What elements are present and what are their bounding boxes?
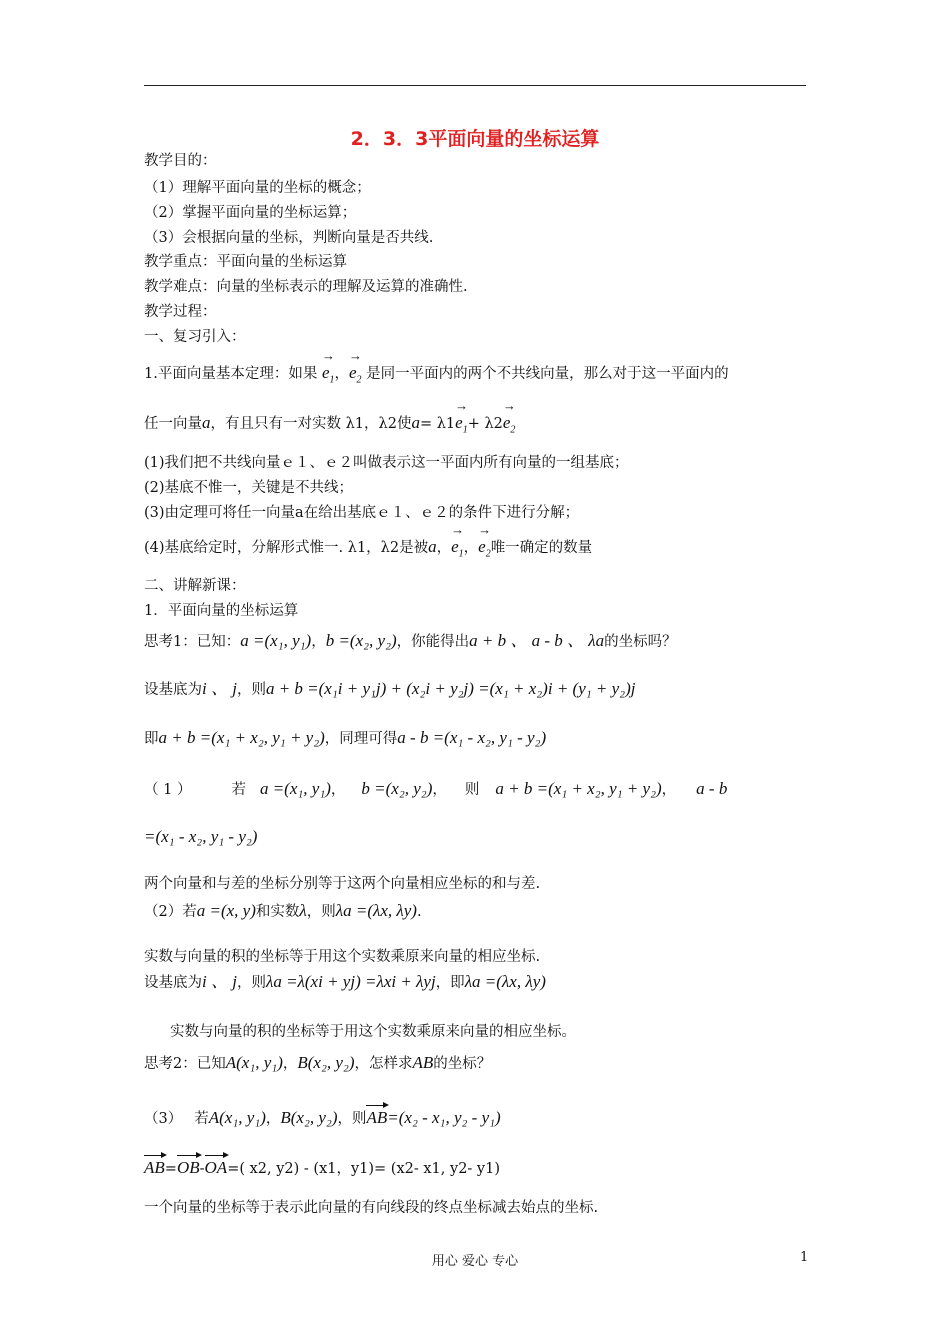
- diff-formula: a - b =(x₁ - x₂, y₁ - y₂): [397, 728, 547, 747]
- theorem-text-3: 任一向量: [144, 416, 202, 432]
- rule-2-result: λa =(λx, λy): [335, 901, 417, 920]
- basis-line-1-prefix: 设基底为: [144, 682, 202, 698]
- ab-subtraction-line: [144, 1155, 500, 1180]
- theorem-text-4: ，有且只有一对实数 λ1，λ2使: [210, 416, 412, 432]
- vector-e1: → $e_1$: [451, 536, 464, 565]
- objective-item-3: （3）会根据向量的坐标，判断向量是否共线.: [144, 230, 434, 246]
- rule-2-text-repeat: 实数与向量的积的坐标等于用这个实数乘原来向量的相应坐标。: [170, 1024, 576, 1040]
- point-b: B(x₂, y₂): [297, 1053, 355, 1072]
- sum-expansion: a + b =(x₁i + y₁j) + (x₂i + y₂j) =(x₁ + x₂)i + (y₁ + y₂)j: [265, 679, 636, 698]
- rule-2-line: [144, 900, 422, 923]
- think-1-end: 的坐标吗？: [604, 634, 677, 650]
- note-4-text-b: 唯一确定的数量: [490, 540, 593, 556]
- rule-1-text: 两个向量和与差的坐标分别等于这两个向量相应坐标的和与差.: [144, 876, 541, 892]
- sum-line: [144, 727, 546, 750]
- rule-1-a-eq: a =(x₁, y₁): [259, 779, 331, 798]
- vector-a: a: [428, 537, 437, 556]
- rule-3-label: （3）: [144, 1111, 183, 1127]
- vector-ab: AB: [366, 1105, 387, 1129]
- rule-3-line: （3） 若A(x₁, y₁)，B(x₂, y₂)，则AB=(x₂ - x₁, y₂ - y₁): [144, 1105, 501, 1130]
- basis-ij: i 、 j: [202, 679, 237, 698]
- objective-item-1: （1）理解平面向量的坐标的概念；: [144, 180, 371, 196]
- basis-line-2-prefix: 设基底为: [144, 975, 202, 991]
- rule-2-end: .: [416, 904, 422, 920]
- rule-1-diff-start: a - b: [696, 779, 728, 798]
- new-lesson-heading: 二、讲解新课：: [144, 578, 246, 594]
- ab-subtraction-rest: =( x2, y2) - (x1，y1)= (x2- x1, y2- y1): [227, 1161, 500, 1177]
- theorem-text-2: 是同一平面内的两个不共线向量，那么对于这一平面内的: [366, 366, 729, 382]
- scalar-expansion: λa =λ(xi + yj) =λxi + λyj: [265, 972, 436, 991]
- point-b: B(x₂, y₂): [280, 1108, 338, 1127]
- think-2-end: 的坐标？: [433, 1056, 492, 1072]
- think-1-mid: ，你能得出: [396, 634, 470, 650]
- point-a: A(x₁, y₁): [208, 1108, 266, 1127]
- vector-a: a: [202, 413, 211, 432]
- objectives-heading: 教学目的：: [144, 153, 217, 169]
- note-4: (4)基底给定时，分解形式惟一. λ1，λ2是被a，→ $e_1$，→ $e_2$唯一确定的数量: [144, 536, 592, 565]
- basis-ij: i 、 j: [202, 972, 237, 991]
- note-2: (2)基底不惟一，关键是不共线；: [144, 480, 354, 496]
- page-number: 1: [800, 1250, 809, 1265]
- vector-e1: → $e_1$: [322, 362, 335, 391]
- point-a: A(x₁, y₁): [225, 1053, 283, 1072]
- think-1-b-eq: b =(x₂, y₂): [325, 631, 397, 650]
- think-2-label: 思考2：已知: [144, 1056, 226, 1072]
- rule-1-if: 若: [231, 782, 246, 798]
- page-title: 2．3．3平面向量的坐标运算: [350, 128, 600, 150]
- rule-1-then: 则: [464, 782, 480, 798]
- segment-ab: AB: [412, 1053, 434, 1072]
- vector-ob: OB: [177, 1155, 200, 1179]
- vector-e2: → $e_2$: [503, 412, 516, 441]
- think-1-a-eq: a =(x₁, y₁): [240, 631, 312, 650]
- vector-e2: → $e_2$: [478, 536, 491, 565]
- rule-2-prefix: （2）若: [144, 904, 197, 920]
- vector-ab: AB: [144, 1155, 165, 1179]
- review-heading: 一、复习引入：: [144, 329, 246, 345]
- key-point: 教学重点：平面向量的坐标运算: [144, 254, 347, 270]
- vector-a: a: [411, 413, 420, 432]
- basis-line-1: [144, 678, 635, 701]
- sum-formula: a + b =(x₁ + x₂, y₁ + y₂): [158, 728, 325, 747]
- note-4-text-a: (4)基底给定时，分解形式惟一. λ1，λ2是被: [144, 540, 429, 556]
- rule-1-sum: a + b =(x₁ + x₂, y₁ + y₂): [495, 779, 662, 798]
- objective-item-2: （2）掌握平面向量的坐标运算；: [144, 205, 357, 221]
- theorem-text-6: + λ2: [467, 416, 503, 432]
- vector-oa: OA: [205, 1155, 228, 1179]
- basis-line-2-then: ，则: [236, 975, 266, 991]
- equals-sign: =: [164, 1161, 177, 1177]
- rule-1-label: （ 1 ）: [144, 782, 192, 798]
- note-3: (3)由定理可将任一向量a在给出基底ｅ１、ｅ２的条件下进行分解；: [144, 505, 580, 521]
- sum-line-mid: ，同理可得: [324, 731, 398, 747]
- section-1-heading: 1．平面向量的坐标运算: [144, 603, 299, 619]
- note-1: (1)我们把不共线向量ｅ１、ｅ２叫做表示这一平面内所有向量的一组基底；: [144, 455, 629, 471]
- vector-e2: → $e_2$: [349, 362, 362, 391]
- think-1-ops: a + b 、 a - b 、 λa: [469, 631, 605, 650]
- rule-3-text: 一个向量的坐标等于表示此向量的有向线段的终点坐标减去始点的坐标.: [144, 1200, 599, 1216]
- theorem-line-2: [144, 412, 515, 441]
- rule-2-lambda: λ: [299, 901, 307, 920]
- theorem-line-1: 1.平面向量基本定理：如果 → $e_1$，→ $e_2$ 是同一平面内的两个不共线向量，那么对于这一平面内的: [144, 362, 729, 391]
- minus-sign: -: [199, 1161, 205, 1177]
- theorem-text-5: = λ1: [419, 416, 456, 432]
- scalar-result: λa =(λx, λy): [464, 972, 546, 991]
- rule-3-result: =(x₂ - x₁, y₂ - y₁): [387, 1108, 501, 1127]
- basis-line-2-mid: ，即: [435, 975, 465, 991]
- difficulty: 教学难点：向量的坐标表示的理解及运算的准确性.: [144, 279, 468, 295]
- sum-line-prefix: 即: [144, 731, 159, 747]
- header-rule: [144, 85, 806, 86]
- think-2: 思考2：已知A(x₁, y₁)，B(x₂, y₂)，怎样求AB的坐标？: [144, 1053, 492, 1072]
- basis-line-2: [144, 971, 546, 994]
- basis-line-1-then: ，则: [236, 682, 266, 698]
- rule-2-mid: 和实数: [255, 904, 300, 920]
- think-1-label: 思考1：已知：: [144, 634, 241, 650]
- rule-3-if: 若: [194, 1111, 209, 1127]
- rule-3-then: ，则: [337, 1111, 367, 1127]
- rule-1-diff: =(x₁ - x₂, y₁ - y₂): [144, 827, 258, 846]
- theorem-text-1: 1.平面向量基本定理：如果: [144, 366, 318, 382]
- rule-1-b-eq: b =(x₂, y₂): [361, 779, 433, 798]
- think-2-mid: ，怎样求: [354, 1056, 413, 1072]
- rule-2-then: ，则: [306, 904, 336, 920]
- think-1: 思考1：已知：a =(x₁, y₁)，b =(x₂, y₂)，你能得出a + b 、 a - b 、 λa的坐标吗？: [144, 631, 677, 650]
- vector-e1: → $e_1$: [455, 412, 468, 441]
- process-heading: 教学过程：: [144, 304, 217, 320]
- page-footer: 用心 爱心 专心: [431, 1254, 519, 1269]
- rule-2-a-eq: a =(x, y): [196, 901, 256, 920]
- rule-1-line: （ 1 ） 若 a =(x₁, y₁)， b =(x₂, y₂)， 则 a + b =(x₁ + x₂, y₁ + y₂)， a - b: [144, 779, 728, 798]
- rule-2-text: 实数与向量的积的坐标等于用这个实数乘原来向量的相应坐标.: [144, 949, 541, 965]
